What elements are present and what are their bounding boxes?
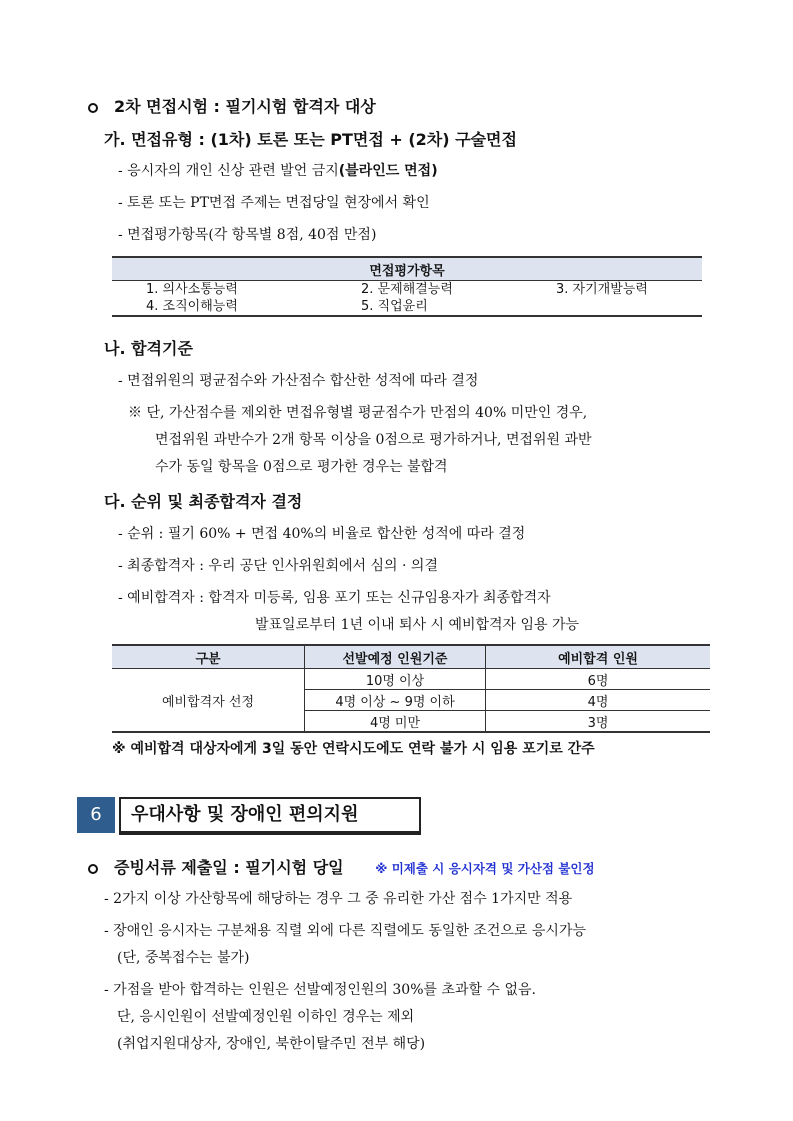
eval-table-header: 면접평가항목 xyxy=(112,257,702,281)
eval-item: 2. 문제해결능력 xyxy=(361,282,453,297)
eval-item: 3. 자기개발능력 xyxy=(556,282,648,297)
interview-type-title: 가. 면접유형 : (1차) 토론 또는 PT면접 + (2차) 구술면접 xyxy=(104,130,517,149)
eval-item: 1. 의사소통능력 xyxy=(146,282,238,297)
doc-submission-note: ※ 미제출 시 응시자격 및 가산점 불인정 xyxy=(375,861,595,876)
ranking-item: 발표일로부터 1년 이내 퇴사 시 예비합격자 임용 가능 xyxy=(255,617,580,633)
interview-item-eval: - 면접평가항목(각 항목별 8점, 40점 만점) xyxy=(118,227,377,243)
section-number-badge: 6 xyxy=(77,797,115,833)
reserve-cell: 10명 이상 xyxy=(305,669,486,690)
reserve-cell: 4명 미만 xyxy=(305,711,486,733)
section-title: 우대사항 및 장애인 편의지원 xyxy=(119,797,421,835)
reserve-note: ※ 예비합격 대상자에게 3일 동안 연락시도에도 연락 불가 시 임용 포기로 간주 xyxy=(112,741,595,757)
circle-bullet-icon xyxy=(88,864,98,874)
ranking-item: - 순위 : 필기 60% + 면접 40%의 비율로 합산한 성적에 따라 결정 xyxy=(118,526,526,542)
eval-item: 4. 조직이해능력 xyxy=(112,298,361,316)
reserve-header: 선발예정 인원기준 xyxy=(305,645,486,669)
ranking-title: 다. 순위 및 최종합격자 결정 xyxy=(104,492,303,511)
interview-item-topic: - 토론 또는 PT면접 주제는 면접당일 현장에서 확인 xyxy=(118,195,430,211)
reserve-table xyxy=(112,644,710,733)
interview-heading: 2차 면접시험 : 필기시험 합격자 대상 xyxy=(88,94,376,117)
reserve-category: 예비합격자 선정 xyxy=(112,669,305,733)
preference-item: (취업지원대상자, 장애인, 북한이탈주민 전부 해당) xyxy=(117,1036,426,1052)
pass-criteria-item: - 면접위원의 평균점수와 가산점수 합산한 성적에 따라 결정 xyxy=(118,373,479,389)
reserve-header: 예비합격 인원 xyxy=(486,645,711,669)
pass-criteria-note: 면접위원 과반수가 2개 항목 이상을 0점으로 평가하거나, 면접위원 과반 xyxy=(155,432,592,448)
reserve-header: 구분 xyxy=(112,645,305,669)
preference-item: 단, 응시인원이 선발예정인원 이하인 경우는 제외 xyxy=(117,1009,415,1025)
ranking-item: - 최종합격자 : 우리 공단 인사위원회에서 심의 · 의결 xyxy=(118,558,438,574)
eval-item: 5. 직업윤리 xyxy=(361,298,556,316)
pass-criteria-title: 나. 합격기준 xyxy=(104,339,193,358)
reserve-cell: 6명 xyxy=(486,669,711,690)
reserve-cell: 3명 xyxy=(486,711,711,733)
pass-criteria-note: ※ 단, 가산점수를 제외한 면접유형별 평균점수가 만점의 40% 미만인 경우, xyxy=(128,405,588,421)
preference-item: - 장애인 응시자는 구분채용 직렬 외에 다른 직렬에도 동일한 조건으로 응시가능 xyxy=(104,923,586,939)
preference-item: - 가점을 받아 합격하는 인원은 선발예정인원의 30%를 초과할 수 없음. xyxy=(104,982,536,998)
eval-items-table xyxy=(112,256,702,317)
reserve-cell: 4명 xyxy=(486,690,711,711)
pass-criteria-note: 수가 동일 항목을 0점으로 평가한 경우는 불합격 xyxy=(155,459,448,475)
doc-submission-heading: 증빙서류 제출일 : 필기시험 당일 ※ 미제출 시 응시자격 및 가산점 불인정 xyxy=(88,855,595,878)
preference-item: (단, 중복접수는 불가) xyxy=(117,950,250,966)
ranking-item: - 예비합격자 : 합격자 미등록, 임용 포기 또는 신규임용자가 최종합격자 xyxy=(118,590,551,606)
eval-item xyxy=(556,298,702,316)
reserve-cell: 4명 이상 ~ 9명 이하 xyxy=(305,690,486,711)
interview-item-blind: - 응시자의 개인 신상 관련 발언 금지(블라인드 면접) xyxy=(118,163,438,179)
circle-bullet-icon xyxy=(88,103,98,113)
preference-item: - 2가지 이상 가산항목에 해당하는 경우 그 중 유리한 가산 점수 1가지만 적용 xyxy=(104,891,573,907)
